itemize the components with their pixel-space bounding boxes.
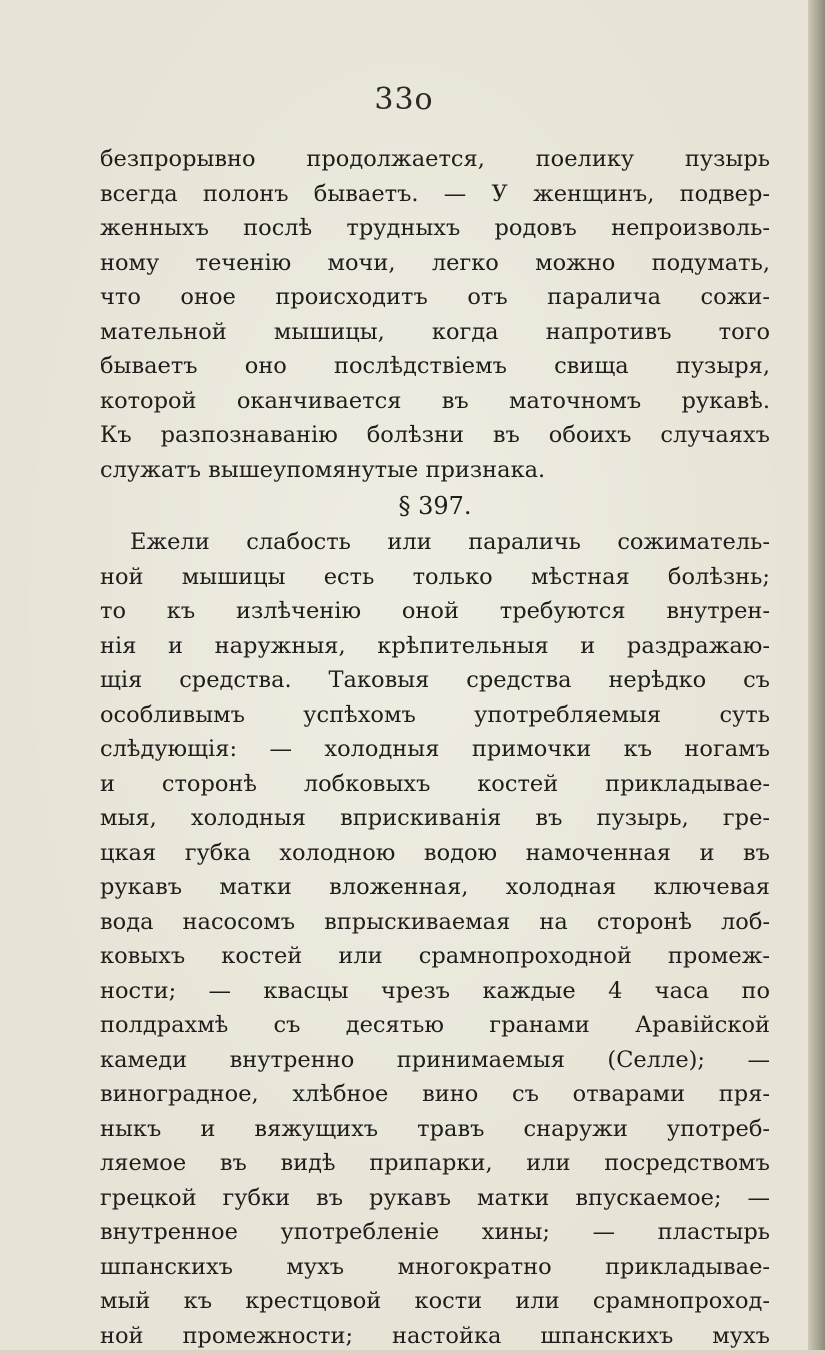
- text-line: полдрахмѣ съ десятью гранами Аравійской: [100, 1008, 770, 1043]
- text-line: что оное происходитъ отъ паралича сожи-: [100, 280, 770, 315]
- text-line: рукавъ матки вложенная, холодная ключевая: [100, 870, 770, 905]
- paragraph-2: [100, 525, 770, 1353]
- text-line: внутренное употребленіе хины; — пластырь: [100, 1215, 770, 1250]
- text-line: ныкъ и вяжущихъ травъ снаружи употреб-: [100, 1112, 770, 1147]
- text-body: [100, 142, 770, 1353]
- page-edge-shadow: [808, 0, 825, 1350]
- text-line: ной мышицы есть только мѣстная болѣзнь;: [100, 560, 770, 595]
- text-line: особливымъ успѣхомъ употребляемыя суть: [100, 698, 770, 733]
- text-line: то къ излѣченію оной требуются внутрен-: [100, 594, 770, 629]
- text-line: Ежели слабость или параличь сожиматель-: [100, 525, 770, 560]
- text-line: женныхъ послѣ трудныхъ родовъ непроизволь-: [100, 211, 770, 246]
- text-line: щія средства. Таковыя средства нерѣдко съ: [100, 663, 770, 698]
- text-line: мыя, холодныя вприскиванія въ пузырь, гре-: [100, 801, 770, 836]
- text-line: виноградное, хлѣбное вино съ отварами пря-: [100, 1077, 770, 1112]
- text-line: мательной мышицы, когда напротивъ того: [100, 315, 770, 350]
- text-line: которой оканчивается въ маточномъ рукавѣ.: [100, 384, 770, 419]
- text-line: слѣдующія: — холодныя примочки къ ногамъ: [100, 732, 770, 767]
- section-heading: § 397.: [100, 487, 770, 525]
- text-line: Къ разпознаванію болѣзни въ обоихъ случаяхъ: [100, 418, 770, 453]
- text-line: цкая губка холодною водою намоченная и въ: [100, 836, 770, 871]
- text-line: ности; — квасцы чрезъ каждые 4 часа по: [100, 974, 770, 1009]
- page-number: 33о: [0, 82, 808, 117]
- text-line: бываетъ оно послѣдствіемъ свища пузыря,: [100, 349, 770, 384]
- text-line: нія и наружныя, крѣпительныя и раздражаю-: [100, 629, 770, 664]
- text-line: камеди внутренно принимаемыя (Селле); —: [100, 1043, 770, 1078]
- text-line: ному теченію мочи, легко можно подумать,: [100, 246, 770, 281]
- text-line: ковыхъ костей или срамнопроходной промеж-: [100, 939, 770, 974]
- text-line: ной промежности; настойка шпанскихъ мухъ: [100, 1319, 770, 1353]
- text-line: мый къ крестцовой кости или срамнопроход-: [100, 1284, 770, 1319]
- text-line: грецкой губки въ рукавъ матки впускаемое; —: [100, 1181, 770, 1216]
- text-line: шпанскихъ мухъ многократно прикладывае-: [100, 1250, 770, 1285]
- text-line: и сторонѣ лобковыхъ костей прикладывае-: [100, 767, 770, 802]
- text-line: безпрорывно продолжается, поелику пузырь: [100, 142, 770, 177]
- paragraph-1: [100, 142, 770, 487]
- text-line: служатъ вышеупомянутые признака.: [100, 453, 770, 488]
- text-line: вода насосомъ впрыскиваемая на сторонѣ лоб-: [100, 905, 770, 940]
- text-line: всегда полонъ бываетъ. — У женщинъ, подвер-: [100, 177, 770, 212]
- text-line: ляемое въ видѣ припарки, или посредствомъ: [100, 1146, 770, 1181]
